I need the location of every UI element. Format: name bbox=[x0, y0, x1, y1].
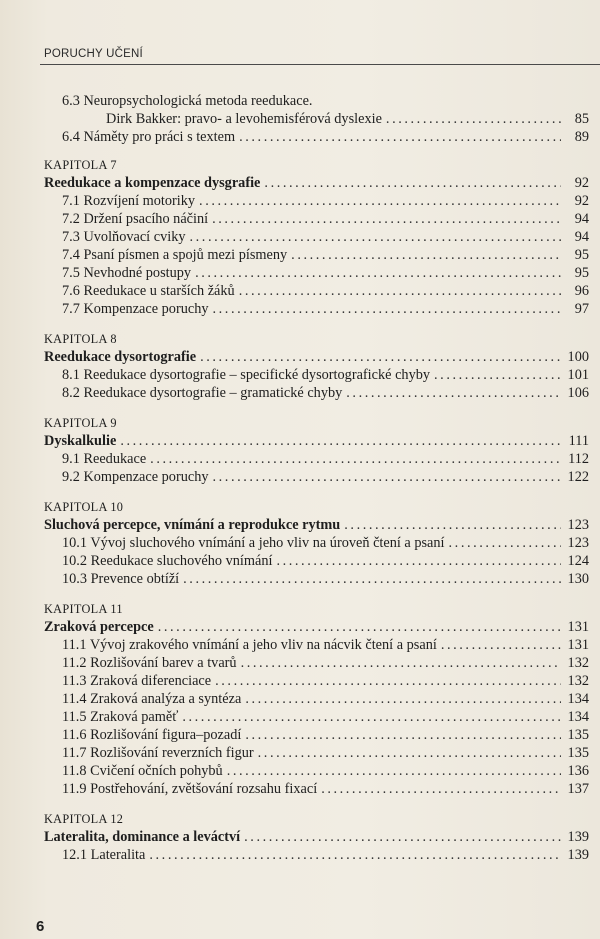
toc-entry: 9.2 Kompenzace poruchy . . . 122 bbox=[44, 468, 589, 486]
dot-leader bbox=[199, 192, 561, 210]
toc-entry: 11.1 Vývoj zrakového vnímání a jeho vliv na nácvik čtení a psaní . . . 131 bbox=[44, 636, 589, 654]
page-number: 89 bbox=[574, 129, 589, 145]
chapter-title: Dyskalkulie bbox=[44, 433, 117, 449]
dot-leader bbox=[386, 110, 561, 128]
toc-entry: 9.1 Reedukace . . . 112 bbox=[44, 450, 589, 468]
dot-leader bbox=[245, 726, 561, 744]
chapter-title: Lateralita, dominance a leváctví bbox=[44, 829, 241, 845]
page-number: 100 bbox=[567, 349, 589, 365]
dot-leader bbox=[183, 570, 561, 588]
chapter-title-10 bbox=[44, 516, 589, 534]
page-number: 92 bbox=[574, 175, 589, 191]
dot-leader bbox=[245, 690, 561, 708]
chapter-title-12 bbox=[44, 828, 589, 846]
dot-leader bbox=[227, 762, 561, 780]
dot-leader bbox=[321, 780, 561, 798]
toc-entry-6-4 bbox=[44, 128, 589, 146]
toc-entry-6-3-cont bbox=[44, 110, 589, 128]
dot-leader bbox=[291, 246, 561, 264]
toc-entry: 10.3 Prevence obtíží . . . 130 bbox=[44, 570, 589, 588]
dot-leader bbox=[190, 228, 562, 246]
page-number: 85 bbox=[574, 111, 589, 127]
dot-leader bbox=[150, 450, 561, 468]
dot-leader bbox=[346, 384, 561, 402]
toc-entry: 11.7 Rozlišování reverzních figur . . . 135 bbox=[44, 744, 589, 762]
dot-leader bbox=[276, 552, 561, 570]
dot-leader bbox=[344, 516, 561, 534]
page-number: 111 bbox=[568, 433, 589, 449]
page-number-folio: 6 bbox=[36, 918, 45, 935]
toc-entry: 7.6 Reedukace u starších žáků . . . 96 bbox=[44, 282, 589, 300]
table-of-contents bbox=[44, 92, 589, 864]
page-number: 131 bbox=[567, 619, 589, 635]
chapter-label: KAPITOLA 7 bbox=[44, 158, 117, 172]
page-number: 139 bbox=[567, 829, 589, 845]
toc-entry: 11.8 Cvičení očních pohybů . . . 136 bbox=[44, 762, 589, 780]
toc-entry: 8.2 Reedukace dysortografie – gramatické chyby . . . 106 bbox=[44, 384, 589, 402]
dot-leader bbox=[449, 534, 561, 552]
dot-leader bbox=[182, 708, 561, 726]
chapter-label: KAPITOLA 10 bbox=[44, 500, 124, 514]
chapter-label: KAPITOLA 8 bbox=[44, 332, 117, 346]
dot-leader bbox=[215, 672, 561, 690]
toc-entry: 12.1 Lateralita . . . 139 bbox=[44, 846, 589, 864]
dot-leader bbox=[239, 128, 561, 146]
chapter-title: Reedukace dysortografie bbox=[44, 349, 197, 365]
chapter-title-7 bbox=[44, 174, 589, 192]
toc-entry: 7.1 Rozvíjení motoriky . . . 92 bbox=[44, 192, 589, 210]
toc-entry: 11.3 Zraková diferenciace . . . 132 bbox=[44, 672, 589, 690]
dot-leader bbox=[200, 348, 561, 366]
chapter-title: Reedukace a kompenzace dysgrafie bbox=[44, 175, 261, 191]
toc-entry-6-3 bbox=[44, 92, 589, 110]
dot-leader bbox=[120, 432, 561, 450]
chapter-title: Sluchová percepce, vnímání a reprodukce rytmu bbox=[44, 517, 341, 533]
page-number: 123 bbox=[567, 517, 589, 533]
toc-entry: 11.6 Rozlišování figura–pozadí . . . 135 bbox=[44, 726, 589, 744]
entry-title: Dirk Bakker: pravo- a levohemisférová dyslexie bbox=[106, 111, 382, 127]
chapter-title-11 bbox=[44, 618, 589, 636]
dot-leader bbox=[264, 174, 561, 192]
chapter-title: Zraková percepce bbox=[44, 619, 154, 635]
toc-entry: 7.7 Kompenzace poruchy . . . 97 bbox=[44, 300, 589, 318]
dot-leader bbox=[212, 210, 561, 228]
dot-leader bbox=[258, 744, 561, 762]
toc-entry: 7.4 Psaní písmen a spojů mezi písmeny . . . 95 bbox=[44, 246, 589, 264]
chapter-title-9 bbox=[44, 432, 589, 450]
toc-entry: 11.5 Zraková paměť . . . 134 bbox=[44, 708, 589, 726]
dot-leader bbox=[195, 264, 561, 282]
entry-number: 6.3 bbox=[62, 93, 80, 109]
dot-leader bbox=[241, 654, 561, 672]
entry-title: Náměty pro práci s textem bbox=[83, 129, 236, 145]
toc-entry: 7.3 Uvolňovací cviky . . . 94 bbox=[44, 228, 589, 246]
entry-title: Neuropsychologická metoda reedukace. bbox=[83, 93, 313, 109]
entry-number: 6.4 bbox=[62, 129, 80, 145]
dot-leader bbox=[149, 846, 561, 864]
dot-leader bbox=[213, 468, 562, 486]
dot-leader bbox=[158, 618, 561, 636]
dot-leader bbox=[239, 282, 561, 300]
toc-entry: 7.2 Držení psacího náčiní . . . 94 bbox=[44, 210, 589, 228]
toc-entry: 11.9 Postřehování, zvětšování rozsahu fixací . . . 137 bbox=[44, 780, 589, 798]
dot-leader bbox=[213, 300, 562, 318]
chapter-title-8 bbox=[44, 348, 589, 366]
toc-entry: 11.4 Zraková analýza a syntéza . . . 134 bbox=[44, 690, 589, 708]
toc-entry: 8.1 Reedukace dysortografie – specifické dysortografické chyby . . . 101 bbox=[44, 366, 589, 384]
dot-leader bbox=[434, 366, 561, 384]
toc-entry: 10.2 Reedukace sluchového vnímání . . . 124 bbox=[44, 552, 589, 570]
toc-entry: 10.1 Vývoj sluchového vnímání a jeho vliv na úroveň čtení a psaní . . . 123 bbox=[44, 534, 589, 552]
header-rule bbox=[40, 64, 600, 65]
dot-leader bbox=[244, 828, 561, 846]
dot-leader bbox=[441, 636, 561, 654]
chapter-label: KAPITOLA 11 bbox=[44, 602, 123, 616]
running-head: PORUCHY UČENÍ bbox=[44, 48, 143, 60]
toc-entry: 7.5 Nevhodné postupy . . . 95 bbox=[44, 264, 589, 282]
chapter-label: KAPITOLA 12 bbox=[44, 812, 124, 826]
toc-entry: 11.2 Rozlišování barev a tvarů . . . 132 bbox=[44, 654, 589, 672]
chapter-label: KAPITOLA 9 bbox=[44, 416, 117, 430]
